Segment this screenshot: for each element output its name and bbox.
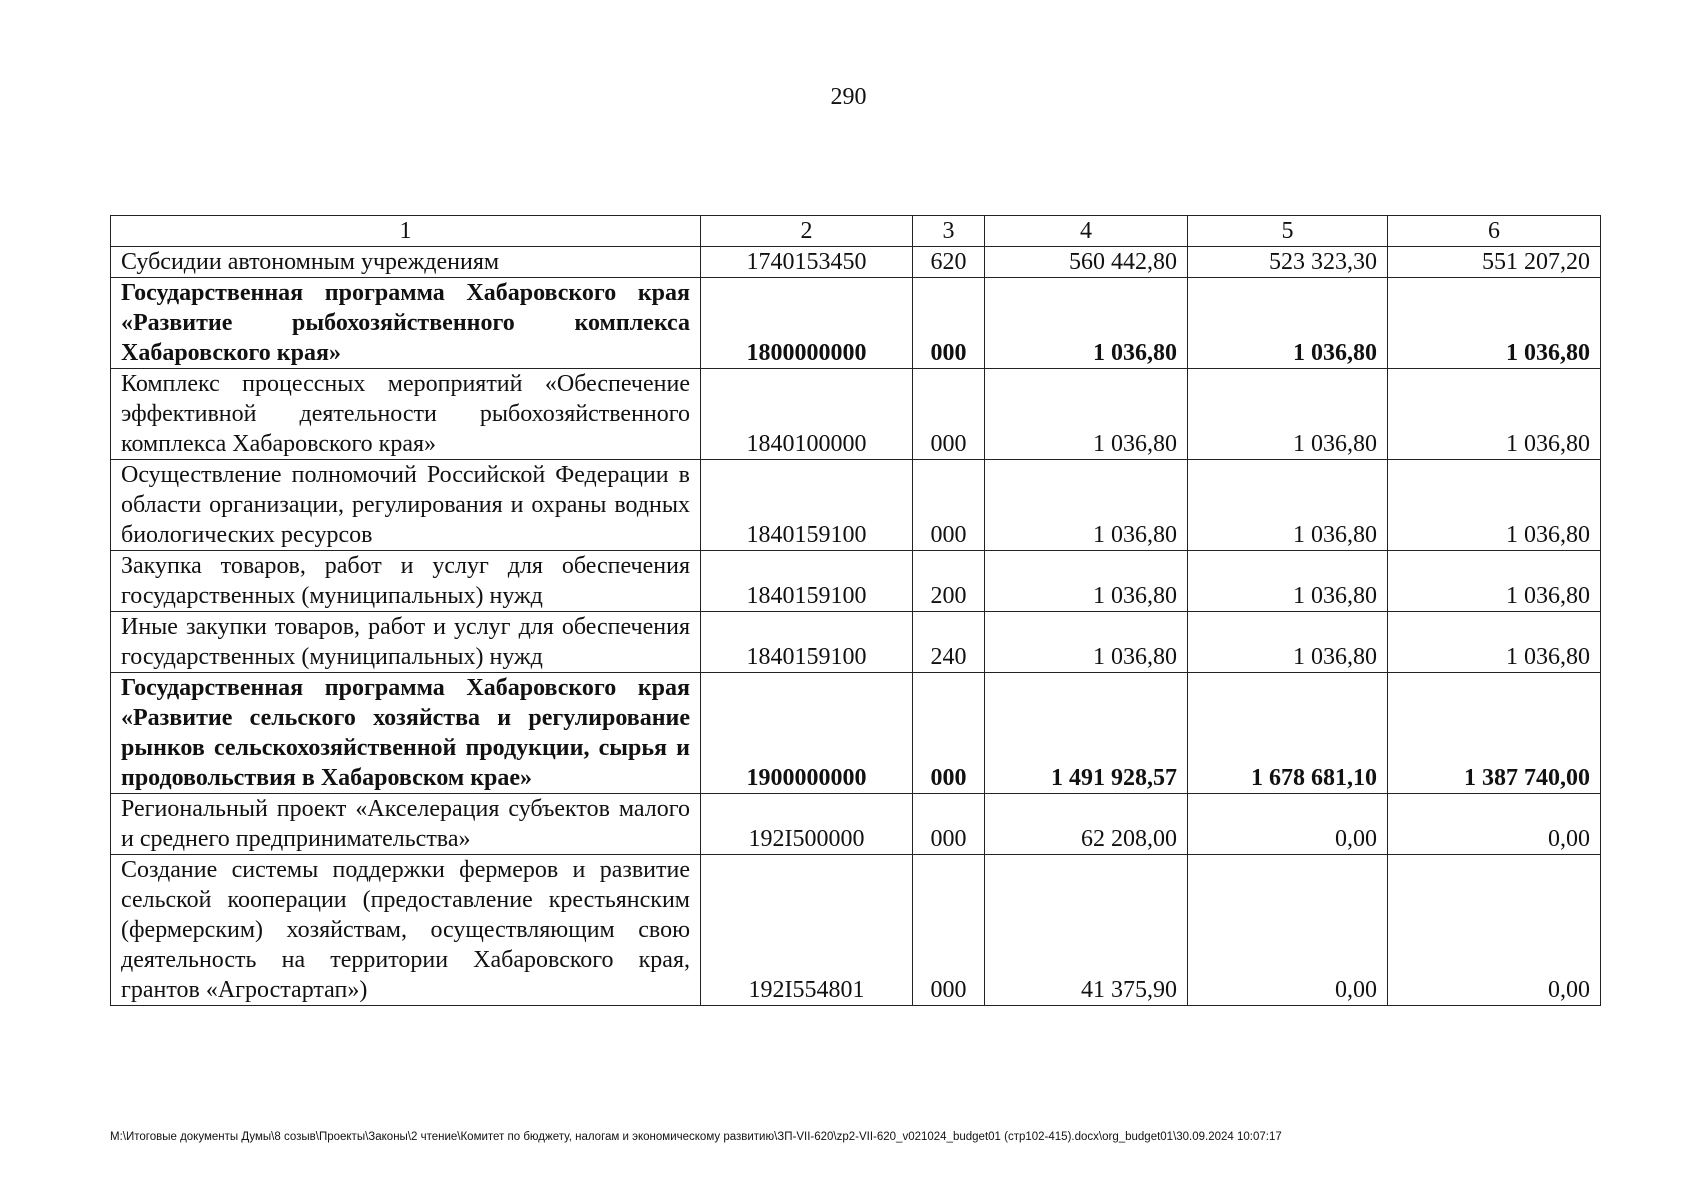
row-name: Иные закупки товаров, работ и услуг для обеспечения государственных (муниципальных) нужд	[111, 612, 701, 673]
row-value-2025: 523 323,30	[1188, 247, 1388, 278]
row-type: 000	[913, 855, 985, 1006]
row-value-2025: 0,00	[1188, 855, 1388, 1006]
table-header-row	[111, 216, 1601, 247]
row-value-2026: 551 207,20	[1388, 247, 1601, 278]
table-row	[111, 247, 1601, 278]
row-value-2025: 1 036,80	[1188, 278, 1388, 369]
table-row	[111, 794, 1601, 855]
row-value-2025: 1 036,80	[1188, 612, 1388, 673]
row-code: 1840159100	[701, 551, 913, 612]
row-type: 000	[913, 278, 985, 369]
row-value-2024: 41 375,90	[985, 855, 1188, 1006]
row-value-2025: 1 036,80	[1188, 460, 1388, 551]
column-header: 1	[111, 216, 701, 247]
row-value-2024: 1 036,80	[985, 612, 1188, 673]
row-value-2026: 1 036,80	[1388, 551, 1601, 612]
budget-table	[110, 215, 1601, 1006]
row-value-2026: 1 036,80	[1388, 460, 1601, 551]
row-type: 200	[913, 551, 985, 612]
table-row	[111, 612, 1601, 673]
row-value-2026: 1 036,80	[1388, 278, 1601, 369]
row-value-2024: 1 036,80	[985, 278, 1188, 369]
row-name: Региональный проект «Акселерация субъектов малого и среднего предпринимательства»	[111, 794, 701, 855]
row-value-2026: 1 387 740,00	[1388, 673, 1601, 794]
row-type: 240	[913, 612, 985, 673]
row-value-2024: 1 036,80	[985, 460, 1188, 551]
row-type: 000	[913, 460, 985, 551]
row-code: 192I554801	[701, 855, 913, 1006]
row-name: Комплекс процессных мероприятий «Обеспечение эффективной деятельности рыбохозяйственного комплекса Хабаровского края»	[111, 369, 701, 460]
footer-file-path: M:\Итоговые документы Думы\8 созыв\Проекты\Законы\2 чтение\Комитет по бюджету, налогам и экономическому развитию\ЗП-VII-620\zp2-VII-620_v021024_budget01 (стр102-415).docx\org_budget01\30.09.2024 10:07:17	[110, 1131, 1282, 1143]
row-name: Субсидии автономным учреждениям	[111, 247, 701, 278]
row-name: Государственная программа Хабаровского края «Развитие сельского хозяйства и регулирование рынков сельскохозяйственной продукции, сырья и продовольствия в Хабаровском крае»	[111, 673, 701, 794]
row-type: 620	[913, 247, 985, 278]
table-row	[111, 460, 1601, 551]
row-code: 1840100000	[701, 369, 913, 460]
row-type: 000	[913, 673, 985, 794]
row-code: 1840159100	[701, 460, 913, 551]
row-value-2026: 0,00	[1388, 855, 1601, 1006]
row-code: 1900000000	[701, 673, 913, 794]
row-value-2026: 1 036,80	[1388, 369, 1601, 460]
row-name: Закупка товаров, работ и услуг для обеспечения государственных (муниципальных) нужд	[111, 551, 701, 612]
row-name: Осуществление полномочий Российской Федерации в области организации, регулирования и охраны водных биологических ресурсов	[111, 460, 701, 551]
row-name: Государственная программа Хабаровского края «Развитие рыбохозяйственного комплекса Хабаровского края»	[111, 278, 701, 369]
row-value-2025: 1 036,80	[1188, 369, 1388, 460]
table-row	[111, 551, 1601, 612]
row-code: 192I500000	[701, 794, 913, 855]
table-row	[111, 369, 1601, 460]
row-value-2024: 1 036,80	[985, 551, 1188, 612]
row-type: 000	[913, 369, 985, 460]
row-value-2024: 560 442,80	[985, 247, 1188, 278]
row-code: 1840159100	[701, 612, 913, 673]
column-header: 5	[1188, 216, 1388, 247]
row-value-2026: 1 036,80	[1388, 612, 1601, 673]
column-header: 4	[985, 216, 1188, 247]
column-header: 2	[701, 216, 913, 247]
row-value-2024: 1 491 928,57	[985, 673, 1188, 794]
row-value-2026: 0,00	[1388, 794, 1601, 855]
table-row	[111, 673, 1601, 794]
row-value-2025: 1 036,80	[1188, 551, 1388, 612]
column-header: 6	[1388, 216, 1601, 247]
row-name: Создание системы поддержки фермеров и развитие сельской кооперации (предоставление крестьянским (фермерским) хозяйствам, осуществляющим свою деятельность на территории Хабаровского края, грантов «Агростартап»)	[111, 855, 701, 1006]
row-value-2025: 1 678 681,10	[1188, 673, 1388, 794]
row-value-2024: 1 036,80	[985, 369, 1188, 460]
row-type: 000	[913, 794, 985, 855]
column-header: 3	[913, 216, 985, 247]
page-number: 290	[830, 84, 867, 110]
row-code: 1800000000	[701, 278, 913, 369]
row-code: 1740153450	[701, 247, 913, 278]
table-row	[111, 278, 1601, 369]
table-row	[111, 855, 1601, 1006]
row-value-2024: 62 208,00	[985, 794, 1188, 855]
row-value-2025: 0,00	[1188, 794, 1388, 855]
